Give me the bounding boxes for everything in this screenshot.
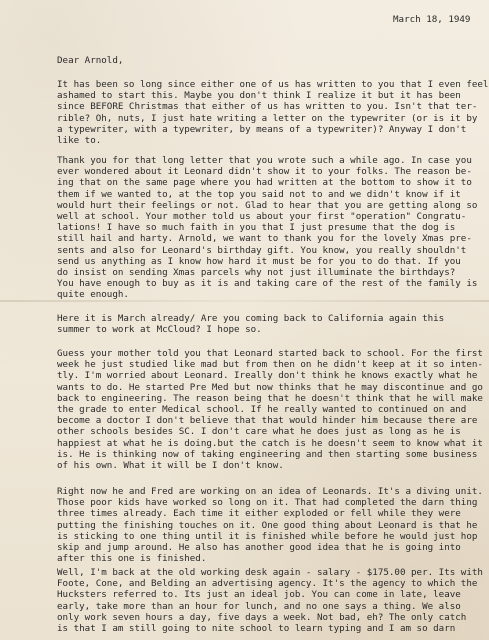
text-line: the grade to enter Medical school. If he really wanted to continued on and [57,403,467,415]
text-line: ing that on the same page where you had written at the bottom to show it to [57,177,472,189]
text-line: become a doctor I don't believe that that would hinder him because there are [57,415,478,427]
text-line: ashamed to start this. Maybe you don't think I realize it but it has been [57,90,461,102]
text-line: since BEFORE Christmas that either of us has written to you. Isn't that ter- [57,101,478,113]
text-line: Here it is March already/ Are you coming back to California again this [57,313,445,324]
paragraph-5 [57,486,482,564]
text-line: tly. I'm worried about Leonard. Ireally don't think he knows exactly what he [57,370,478,382]
text-line: It has been so long since either one of us has written to you that I even feel [57,79,489,90]
text-line: putting the finishing touches on it. One good thing about Leonard is that he [57,519,478,531]
paragraph-2 [57,155,482,300]
text-line: rible? Oh, nuts, I just hate writing a letter on the typewriter (or is it by [57,112,478,124]
text-line: You have enough to buy as it is and taking care of the rest of the family is [57,278,478,290]
text-line: week he just studied like mad but from then on he didn't keep at it so inten- [57,359,483,371]
text-line: Well, I'm back at the old working desk again - salary - $175.00 per. Its with [57,567,483,578]
text-line: summer to work at McCloud? I hope so. [57,324,262,336]
paragraph-6 [57,567,482,634]
paragraph-4 [57,348,482,471]
text-line: happiest at what he is doing.but the catch is he doesn't seem to know what it [57,437,483,449]
salutation: Dear Arnold, [57,55,124,66]
text-line: is sticking to one thing until it is finished while before he would just hop [57,530,478,542]
text-line: Hucksters referred to. Its just an ideal job. You can come in late, leave [57,589,461,601]
text-line: only work seven hours a day, five days a week. Not bad, eh? The only catch [57,611,467,623]
text-line: is. He is thinking now of taking engineering and then starting some business [57,448,478,460]
text-line: would hurt their feelings or not. Glad to hear that you are getting along so [57,199,478,211]
text-line: ever wondered about it Leonard didn't show it to your folks. The reason be- [57,166,472,178]
text-line: sents and also for Leonard's birthday gift. You know, you really shouldn't [57,244,467,256]
text-line: them if we wanted to, at the top you said not to and we didn't know if it [57,188,461,200]
text-line: three times already. Each time it either exploded or fell while they were [57,508,461,520]
text-line: early, take more than an hour for lunch, and no one says a thing. We also [57,600,461,612]
text-line: after this one is finished. [57,553,207,565]
paragraph-3 [57,313,482,335]
text-line: a typewriter, with a typewriter, by means of a typewriter)? Anyway I don't [57,123,467,135]
text-line: do insist on sending Xmas parcels why not just illuminate the birthdays? [57,266,456,278]
text-line: Thank you for that long letter that you wrote such a while ago. In case you [57,155,472,166]
text-line: back to engineering. The reason being that he doesn't think that he will make [57,392,483,404]
text-line: skip and jump around. He also has another good idea that he is going into [57,541,461,553]
text-line: well at school. Your mother told us about your first "operation" Congratu- [57,210,467,222]
text-line: of his own. What it will be I don't know. [57,459,284,471]
text-line: lations! I have so much faith in you that I just presume that the dog is [57,222,456,234]
text-line: send us anything as I know how hard it must be for you to do that. If you [57,255,461,267]
text-line: Those poor kids have worked so long on it. That had completed the darn thing [57,497,478,509]
text-line: still hail and harty. Arnold, we want to thank you for the lovely Xmas pre- [57,233,472,245]
text-line: wants to do. He started Pre Med but now thinks that he may discontinue and go [57,381,483,393]
text-line: Foote, Cone, and Belding an advertising agency. It's the agency to which the [57,578,478,590]
text-line: Guess your mother told you that Leonard started back to school. For the first [57,348,483,359]
text-line: like to. [57,134,102,146]
text-line: other schools besides SC. I don't care what he does just as long as he is [57,426,461,438]
paragraph-1 [57,79,489,146]
letter-date: March 18, 1949 [393,14,471,25]
text-line: quite enough. [57,289,129,301]
text-line: Right now he and Fred are working on an idea of Leonards. It's a diving unit. [57,486,483,497]
text-line: is that I am still going to nite school to learn typing and I am so darn [57,622,456,634]
